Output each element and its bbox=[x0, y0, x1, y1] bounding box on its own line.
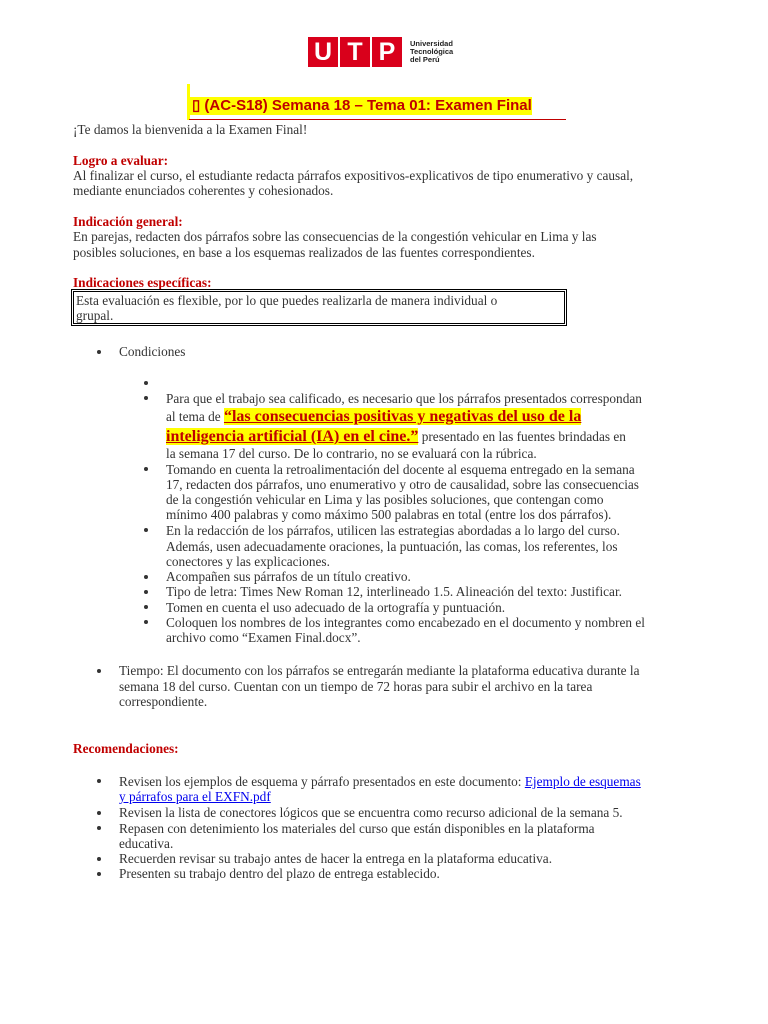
recomendacion-1-line2 bbox=[119, 789, 271, 804]
recomendaciones-heading: Recomendaciones: bbox=[73, 741, 179, 756]
recomendacion-1-line1 bbox=[119, 774, 641, 789]
bullet bbox=[144, 528, 148, 532]
bullet bbox=[144, 590, 148, 594]
condicion-7-line1: Coloquen los nombres de los integrantes como encabezado en el documento y nombren el bbox=[166, 615, 645, 630]
bullet bbox=[144, 467, 148, 471]
flexible-evaluation-box bbox=[73, 291, 565, 324]
condicion-3-line3: conectores y las explicaciones. bbox=[166, 554, 330, 569]
condicion-1-pre: al tema de bbox=[166, 409, 224, 424]
condicion-1-line2 bbox=[166, 408, 581, 426]
welcome-text: ¡Te damos la bienvenida a la Examen Final! bbox=[73, 122, 308, 137]
box-line1: Esta evaluación es flexible, por lo que puedes realizarla de manera individual o bbox=[76, 293, 498, 308]
logo-letter-p: P bbox=[372, 37, 402, 67]
bullet bbox=[97, 826, 101, 830]
logro-text-line2: mediante enunciados coherentes y cohesionados. bbox=[73, 183, 334, 198]
recomendacion-2: Revisen la lista de conectores lógicos que se encuentra como recurso adicional de la semana 5. bbox=[119, 805, 623, 820]
bullet bbox=[144, 396, 148, 400]
condicion-3-line1: En la redacción de los párrafos, utilicen las estrategias abordadas a lo largo del curso. bbox=[166, 523, 620, 538]
logo-university-name: Universidad Tecnológica del Perú bbox=[410, 39, 454, 64]
bullet bbox=[97, 857, 101, 861]
tiempo-line3: correspondiente. bbox=[119, 694, 208, 709]
topic-highlight-1: “las consecuencias positivas y negativas del uso de la bbox=[223, 408, 582, 425]
box-line2: grupal. bbox=[76, 308, 114, 323]
condicion-2-line4: mínimo 400 palabras y como máximo 500 palabras en total (entre los dos párrafos). bbox=[166, 507, 612, 522]
exfn-example-link-cont[interactable]: y párrafos para el EXFN.pdf bbox=[119, 789, 271, 804]
bullet bbox=[97, 872, 101, 876]
page-title bbox=[190, 97, 532, 115]
condicion-3-line2: Además, usen adecuadamente oraciones, la puntuación, las comas, los referentes, los bbox=[166, 539, 618, 554]
title-underline bbox=[189, 119, 566, 120]
condicion-6: Tomen en cuenta el uso adecuado de la ortografía y puntuación. bbox=[166, 600, 506, 615]
bullet bbox=[144, 620, 148, 624]
condicion-2-line2: 17, redacten dos párrafos, uno enumerativo y otro de causalidad, sobre las consecuencias bbox=[166, 477, 639, 492]
logro-heading: Logro a evaluar: bbox=[73, 153, 169, 168]
recomendacion-1-text: Revisen los ejemplos de esquema y párrafo presentados en este documento: bbox=[119, 774, 525, 789]
topic-highlight-2: inteligencia artificial (IA) en el cine.” bbox=[166, 428, 419, 445]
condicion-1-post: presentado en las fuentes brindadas en bbox=[418, 429, 626, 444]
exfn-example-link[interactable]: Ejemplo de esquemas bbox=[524, 774, 641, 789]
condicion-2-line1: Tomando en cuenta la retroalimentación del docente al esquema entregado en la semana bbox=[166, 462, 635, 477]
recomendacion-5: Presenten su trabajo dentro del plazo de entrega establecido. bbox=[119, 866, 440, 881]
recomendacion-3-line2: educativa. bbox=[119, 836, 174, 851]
utp-logo bbox=[308, 37, 458, 67]
bullet bbox=[144, 575, 148, 579]
tiempo-line2: semana 18 del curso. Cuentan con un tiempo de 72 horas para subir el archivo en la tarea bbox=[119, 679, 593, 694]
indicacion-text-line1: En parejas, redacten dos párrafos sobre las consecuencias de la congestión vehicular en Lima y las bbox=[73, 229, 597, 244]
condiciones-label: Condiciones bbox=[119, 344, 186, 359]
condicion-4: Acompañen sus párrafos de un título creativo. bbox=[166, 569, 411, 584]
bullet bbox=[97, 779, 101, 783]
logo-letter-u: U bbox=[308, 37, 338, 67]
recomendacion-4: Recuerden revisar su trabajo antes de hacer la entrega en la plataforma educativa. bbox=[119, 851, 553, 866]
condicion-7-line2: archivo como “Examen Final.docx”. bbox=[166, 630, 361, 645]
condicion-1-line3 bbox=[166, 428, 626, 446]
bullet bbox=[97, 350, 101, 354]
bullet bbox=[97, 669, 101, 673]
recomendacion-3-line1: Repasen con detenimiento los materiales del curso que están disponibles en la plataforma bbox=[119, 821, 595, 836]
indicacion-heading: Indicación general: bbox=[73, 214, 183, 229]
especificas-heading: Indicaciones específicas: bbox=[73, 275, 212, 290]
condicion-1-line1: Para que el trabajo sea calificado, es necesario que los párrafos presentados correspondan bbox=[166, 391, 642, 406]
indicacion-text-line2: posibles soluciones, en base a los esquemas realizados de las fuentes correspondientes. bbox=[73, 245, 535, 260]
bullet bbox=[97, 811, 101, 815]
logro-text-line1: Al finalizar el curso, el estudiante redacta párrafos expositivos-explicativos de tipo enumerativo y causal, bbox=[73, 168, 634, 183]
bullet-empty bbox=[144, 381, 148, 385]
title-text: ▯ (AC-S18) Semana 18 – Tema 01: Examen Final bbox=[192, 97, 532, 114]
bullet bbox=[144, 605, 148, 609]
condicion-1-line4: la semana 17 del curso. De lo contrario, no se evaluará con la rúbrica. bbox=[166, 446, 537, 461]
tiempo-line1: Tiempo: El documento con los párrafos se entregarán mediante la plataforma educativa durante la bbox=[119, 663, 640, 678]
logo-letter-t: T bbox=[340, 37, 370, 67]
condicion-5: Tipo de letra: Times New Roman 12, interlineado 1.5. Alineación del texto: Justificar. bbox=[166, 584, 622, 599]
condicion-2-line3: de la congestión vehicular en Lima y las posibles soluciones, que contengan como bbox=[166, 492, 604, 507]
